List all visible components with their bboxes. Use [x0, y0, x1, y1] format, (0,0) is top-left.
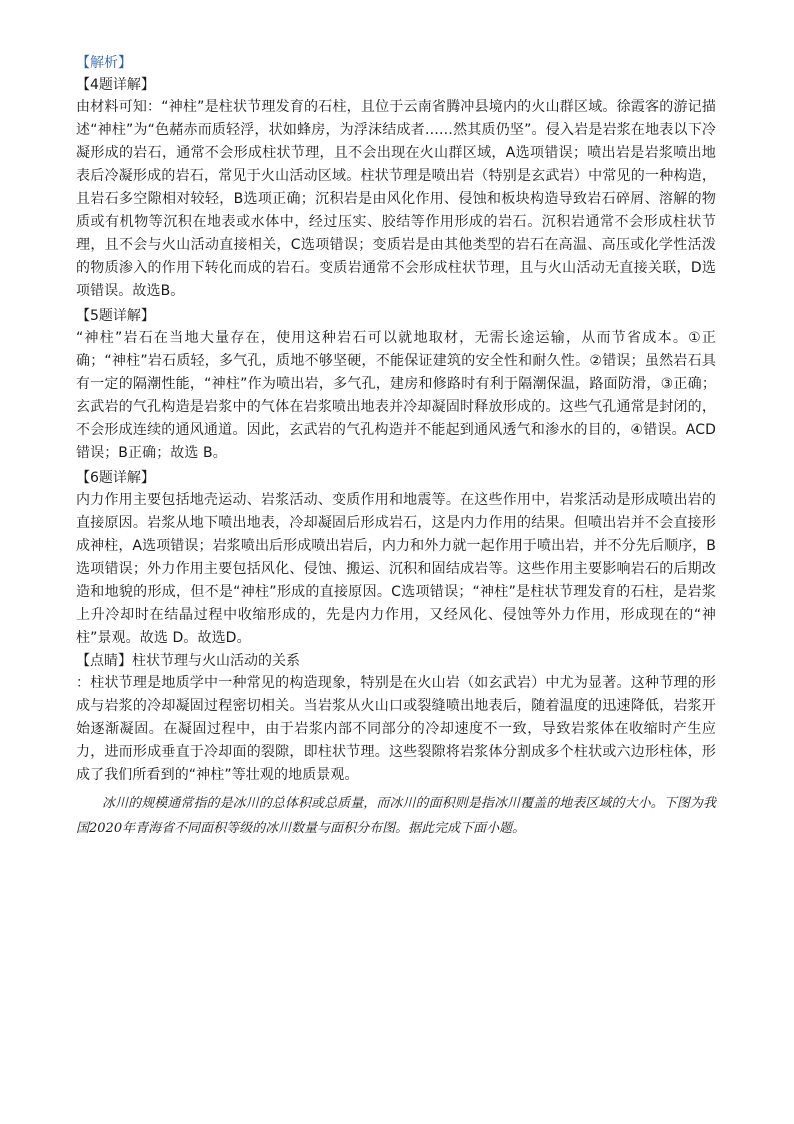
- section-heading-q5: 【5题详解】: [76, 308, 155, 324]
- point-heading: 【点睛】柱状节理与火山活动的关系: [76, 653, 300, 669]
- section-body-q6: 内力作用主要包括地壳运动、岩浆活动、变质作用和地震等。在这些作用中，岩浆活动是形成喷出岩的直接原因。岩浆从地下喷出地表，冷却凝固后形成岩石，这是内力作用的结果。但喷出岩并不会直接形成神柱，A选项错误；岩浆喷出后形成喷出岩后，内力和外力就一起作用于喷出岩，并不分先后顺序，B选项错误；外力作用主要包括风化、侵蚀、搬运、沉积和固结成岩等。这些作用主要影响岩石的后期改造和地貌的形成，但不是“神柱”形成的直接原因。C选项错误；“神柱”是柱状节理发育的石柱，是岩浆上升冷却时在结晶过程中收缩形成的，先是内力作用，又经风化、侵蚀等外力作用，形成现在的“神柱”景观。故选 D。故选D。: [76, 492, 716, 646]
- section-heading-q4: 【4题详解】: [76, 77, 155, 93]
- section-body-q5: “神柱”岩石在当地大量存在，使用这种岩石可以就地取材，无需长途运输，从而节省成本。①正确；“神柱”岩石质轻，多气孔，质地不够坚硬，不能保证建筑的安全性和耐久性。②错误；虽然岩石具有一定的隔潮性能，“神柱”作为喷出岩，多气孔，建房和修路时有利于隔潮保温，路面防滑，③正确；玄武岩的气孔构造是岩浆中的气体在岩浆喷出地表并冷却凝固时释放形成的。这些气孔通常是封闭的，不会形成连续的通风通道。因此，玄武岩的气孔构造并不能起到通风透气和渗水的目的，④错误。ACD错误；B正确；故选 B。: [76, 330, 716, 461]
- next-question-intro: 冰川的规模通常指的是冰川的总体积或总质量，而冰川的面积则是指冰川覆盖的地表区域的大小。下图为我国2020年青海省不同面积等级的冰川数量与面积分布图。据此完成下面小题。: [76, 796, 716, 836]
- point-body: ：柱状节理是地质学中一种常见的构造现象，特别是在火山岩（如玄武岩）中尤为显著。这种节理的形成与岩浆的冷却凝固过程密切相关。当岩浆从火山口或裂缝喷出地表后，随着温度的迅速降低，岩浆开始逐渐凝固。在凝固过程中，由于岩浆内部不同部分的冷却速度不一致，导致岩浆体在收缩时产生应力，进而形成垂直于冷却面的裂隙，即柱状节理。这些裂隙将岩浆体分割成多个柱状或六边形柱体，形成了我们所看到的“神柱”等壮观的地质景观。: [76, 675, 716, 783]
- answer-document: [76, 52, 716, 841]
- section-heading-q6: 【6题详解】: [76, 470, 155, 486]
- section-body-q4: 由材料可知：“神柱”是柱状节理发育的石柱，且位于云南省腾冲县境内的火山群区域。徐霞客的游记描述“神柱”为“色赭赤而质轻浮，状如蜂房，为浮沫结成者……然其质仍坚”。侵入岩是岩浆在地表以下冷凝形成的岩石，通常不会形成柱状节理，且不会出现在火山群区域，A选项错误；喷出岩是岩浆喷出地表后冷凝形成的岩石，常见于火山活动区域。柱状节理是喷出岩（特别是玄武岩）中常见的一种构造，且岩石多空隙相对较轻，B选项正确；沉积岩是由风化作用、侵蚀和板块构造导致岩石碎屑、溶解的物质或有机物等沉积在地表或水体中，经过压实、胶结等作用形成的岩石。沉积岩通常不会形成柱状节理，且不会与火山活动直接相关，C选项错误；变质岩是由其他类型的岩石在高温、高压或化学性活泼的物质渗入的作用下转化而成的岩石。变质岩通常不会形成柱状节理，且与火山活动无直接关联，D选项错误。故选B。: [76, 99, 716, 299]
- analysis-label: 【解析】: [76, 55, 132, 71]
